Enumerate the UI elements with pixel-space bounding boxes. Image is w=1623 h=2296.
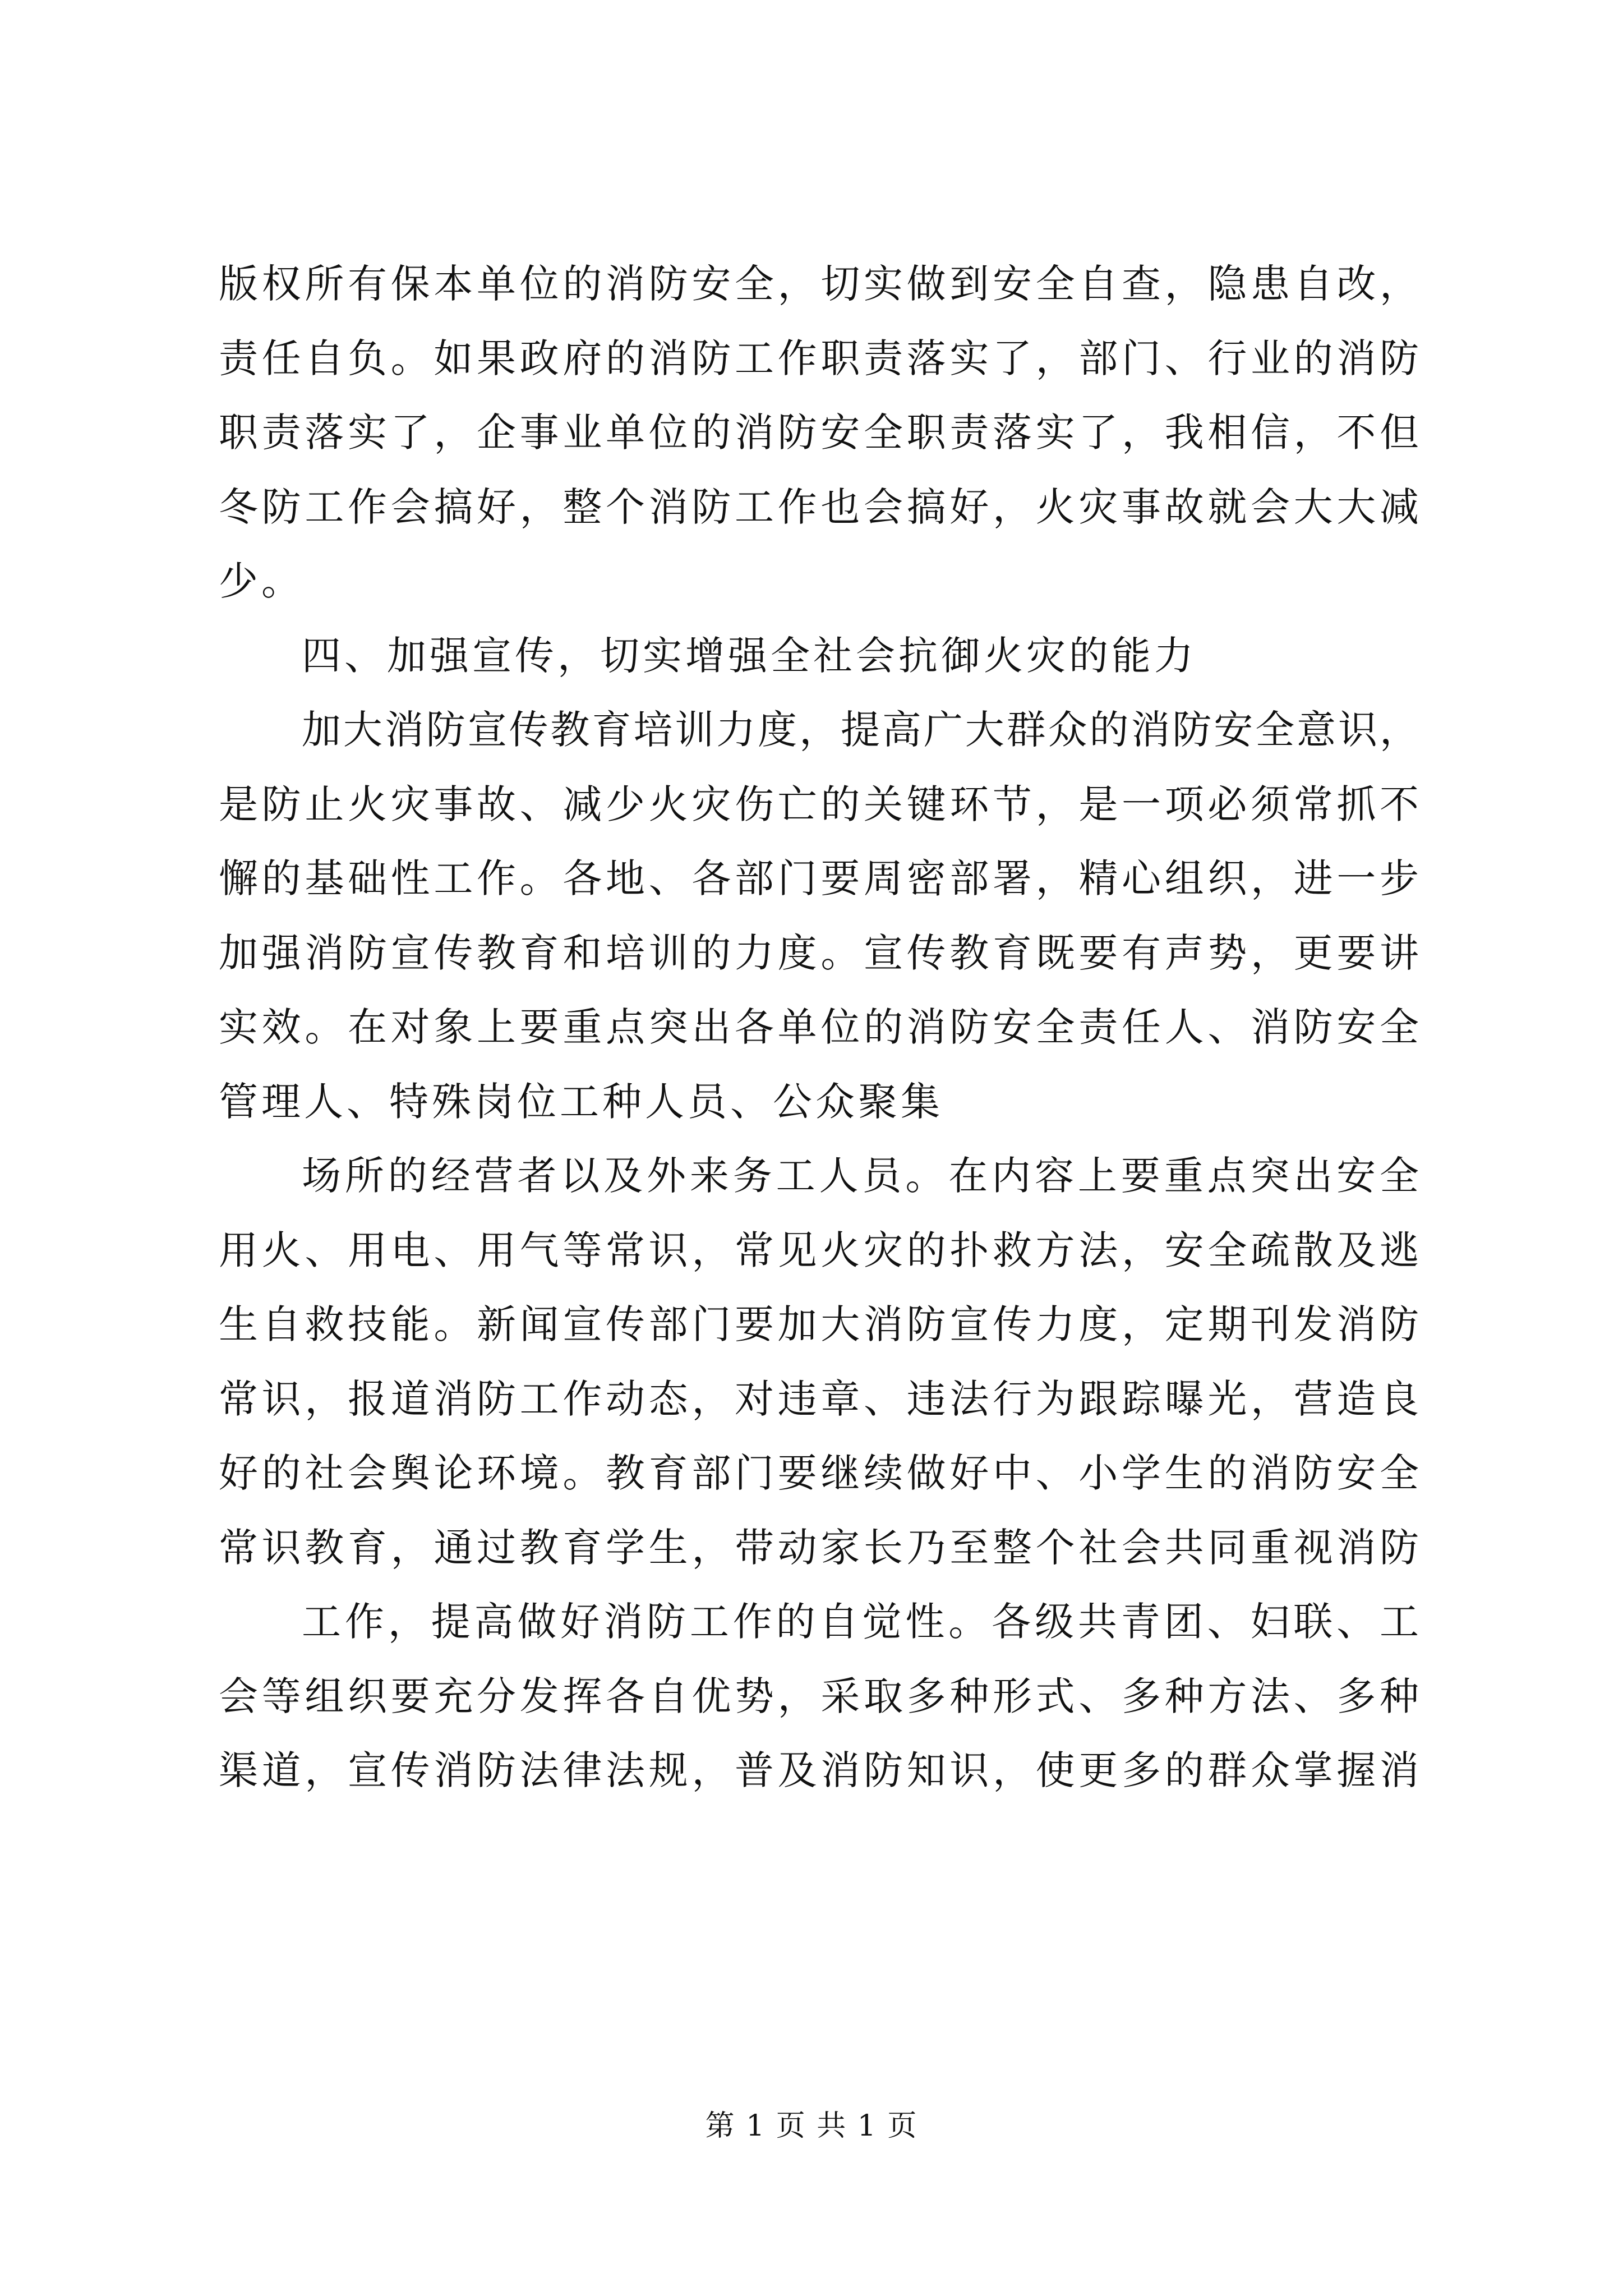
page-number: 第 1 页 共 1 页 <box>705 2109 918 2143</box>
text-line: 责任自负。如果政府的消防工作职责落实了，部门、行业的消防 <box>219 335 1419 381</box>
text-line: 生自救技能。新闻宣传部门要加大消防宣传力度，定期刊发消防 <box>219 1301 1419 1347</box>
text-line: 好的社会舆论环境。教育部门要继续做好中、小学生的消防安全 <box>219 1450 1419 1496</box>
text-line: 懈的基础性工作。各地、各部门要周密部署，精心组织，进一步 <box>219 855 1419 901</box>
text-line: 常识，报道消防工作动态，对违章、违法行为跟踪曝光，营造良 <box>219 1375 1419 1422</box>
text-line: 实效。在对象上要重点突出各单位的消防安全责任人、消防安全 <box>219 1004 1419 1050</box>
text-line: 渠道，宣传消防法律法规，普及消防知识，使更多的群众掌握消 <box>219 1747 1419 1793</box>
text-line: 常识教育，通过教育学生，带动家长乃至整个社会共同重视消防 <box>219 1524 1419 1571</box>
text-line: 是防止火灾事故、减少火灾伤亡的关键环节，是一项必须常抓不 <box>219 781 1419 827</box>
text-line: 场所的经营者以及外来务工人员。在内容上要重点突出安全 <box>302 1153 1419 1199</box>
text-line: 工作，提高做好消防工作的自觉性。各级共青团、妇联、工 <box>302 1599 1419 1645</box>
text-line: 用火、用电、用气等常识，常见火灾的扑救方法，安全疏散及逃 <box>219 1227 1419 1273</box>
text-line: 少。 <box>219 558 304 604</box>
text-line: 加强消防宣传教育和培训的力度。宣传教育既要有声势，更要讲 <box>219 930 1419 976</box>
text-line: 加大消防宣传教育培训力度，提高广大群众的消防安全意识， <box>302 707 1419 753</box>
text-line: 职责落实了，企事业单位的消防安全职责落实了，我相信，不但 <box>219 409 1419 455</box>
text-line: 管理人、特殊岗位工种人员、公众聚集 <box>219 1078 943 1125</box>
text-line: 冬防工作会搞好，整个消防工作也会搞好，火灾事故就会大大减 <box>219 484 1419 530</box>
document-body <box>219 247 1419 1808</box>
text-line: 版权所有保本单位的消防安全，切实做到安全自查，隐患自改， <box>219 261 1419 307</box>
text-line: 会等组织要充分发挥各自优势，采取多种形式、多种方法、多种 <box>219 1673 1419 1719</box>
section-heading: 四、加强宣传，切实增强全社会抗御火灾的能力 <box>302 632 1197 679</box>
